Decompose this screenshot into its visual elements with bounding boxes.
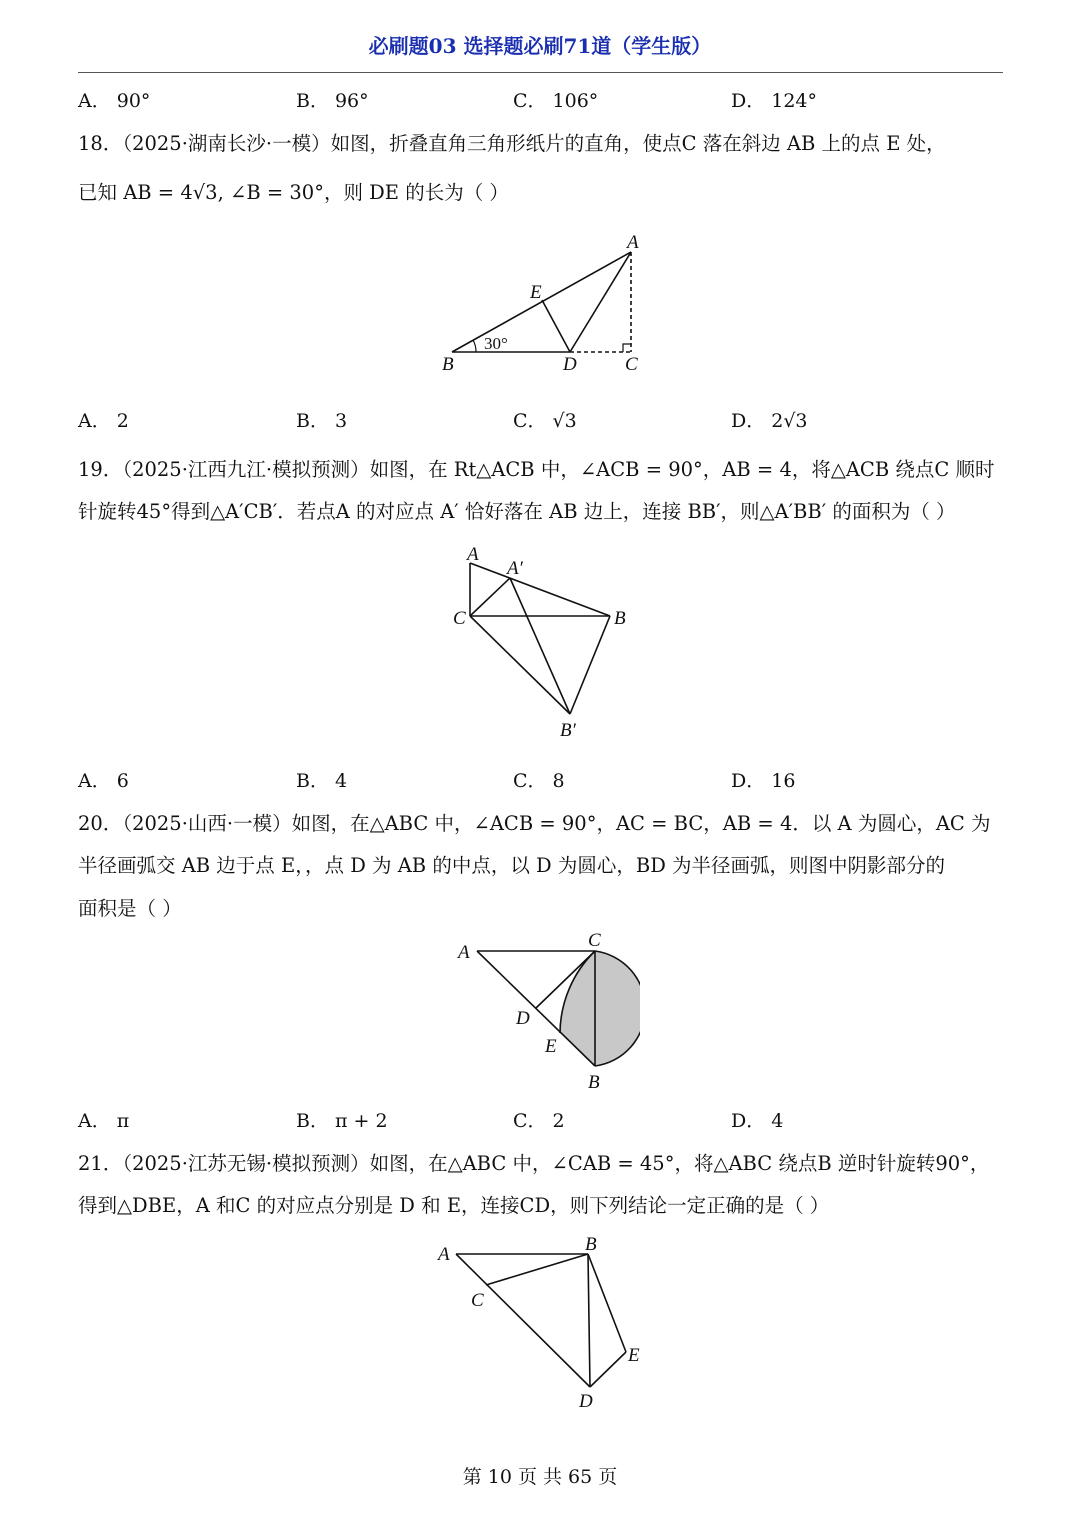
q18-option-c: C． √3 xyxy=(513,410,577,432)
q18-label-d: D xyxy=(563,354,577,375)
q19-segment-a1b1 xyxy=(510,578,570,714)
q20-figure xyxy=(450,926,640,1096)
q20-options xyxy=(78,1106,1003,1136)
q18-label-a: A xyxy=(627,232,639,253)
q18-right-angle-mark xyxy=(623,344,631,352)
header-divider xyxy=(78,72,1003,73)
q20-text-line3: 面积是（ ） xyxy=(78,897,182,920)
q19-option-a: A． 6 xyxy=(78,770,129,792)
q19-option-c: C． 8 xyxy=(513,770,565,792)
q18-label-c: C xyxy=(625,354,638,375)
q19-label-b: B xyxy=(614,608,626,629)
q21-label-c: C xyxy=(471,1290,484,1311)
q18-option-d: D． 2√3 xyxy=(731,410,808,432)
q17-option-d: D． 124° xyxy=(731,90,817,112)
q17-option-c: C． 106° xyxy=(513,90,599,112)
q21-label-d: D xyxy=(579,1391,593,1412)
q21-label-e: E xyxy=(628,1345,640,1366)
q20-option-c: C． 2 xyxy=(513,1110,565,1132)
q18-figure xyxy=(430,228,650,378)
q20-label-d: D xyxy=(516,1008,530,1029)
q20-option-a: A． π xyxy=(78,1110,130,1132)
page-header-title: 必刷题03 选择题必刷71道（学生版） xyxy=(368,34,712,58)
q21-segment-be xyxy=(588,1254,626,1352)
q21-segment-bd xyxy=(588,1254,590,1387)
q20-label-b: B xyxy=(588,1072,600,1093)
q20-label-c: C xyxy=(588,930,601,951)
q21-text-line2: 得到△DBE，A 和C 的对应点分别是 D 和 E，连接CD，则下列结论一定正确的是（ ） xyxy=(78,1194,830,1217)
q21-figure xyxy=(430,1232,650,1412)
q21-segment-ed xyxy=(590,1352,626,1387)
q19-segment-ca1 xyxy=(470,578,510,616)
q19-text-line1: 19．（2025·江西九江·模拟预测）如图，在 Rt△ACB 中，∠ACB = 90°，AB = 4，将△ACB 绕点C 顺时 xyxy=(78,458,995,481)
q17-option-b: B． 96° xyxy=(296,90,369,112)
q20-label-a: A xyxy=(458,942,470,963)
page-footer: 第 10 页 共 65 页 xyxy=(462,1466,618,1488)
q20-label-e: E xyxy=(545,1036,557,1057)
q17-options xyxy=(78,86,1003,116)
q18-label-e: E xyxy=(530,282,542,303)
q19-option-d: D． 16 xyxy=(731,770,796,792)
q18-options xyxy=(78,406,1003,436)
q21-segment-cb xyxy=(486,1254,588,1285)
q20-text-line1: 20．（2025·山西·一模）如图，在△ABC 中，∠ACB = 90°，AC = BC，AB = 4．以 A 为圆心，AC 为 xyxy=(78,812,991,835)
q18-label-b: B xyxy=(442,354,454,375)
q20-option-d: D． 4 xyxy=(731,1110,784,1132)
q19-label-b-prime: B′ xyxy=(560,720,576,741)
q21-text-line1: 21．（2025·江苏无锡·模拟预测）如图，在△ABC 中，∠CAB = 45°，将△ABC 绕点B 逆时针旋转90°， xyxy=(78,1152,990,1175)
q18-text-line1: 18．（2025·湖南长沙·一模）如图，折叠直角三角形纸片的直角，使点C 落在斜边 AB 上的点 E 处， xyxy=(78,132,946,155)
q18-option-b: B． 3 xyxy=(296,410,348,432)
q18-angle-label: 30° xyxy=(484,334,508,353)
q19-label-c: C xyxy=(453,608,466,629)
q19-label-a: A xyxy=(467,544,479,565)
q20-text-line2: 半径画弧交 AB 边于点 E，，点 D 为 AB 的中点，以 D 为圆心，BD 为半径画弧，则图中阴影部分的 xyxy=(78,854,946,877)
q19-option-b: B． 4 xyxy=(296,770,348,792)
q17-option-a: A． 90° xyxy=(78,90,151,112)
q20-shaded-region xyxy=(560,951,640,1066)
q20-option-b: B． π + 2 xyxy=(296,1110,388,1132)
q18-segment-ed xyxy=(542,300,570,352)
q21-label-b: B xyxy=(585,1234,597,1255)
q19-segment-ab xyxy=(470,563,610,616)
q19-segment-bb1 xyxy=(570,616,610,714)
q19-figure xyxy=(440,542,640,742)
q18-angle-arc xyxy=(473,340,476,352)
q19-label-a-prime: A′ xyxy=(507,558,523,579)
q18-option-a: A． 2 xyxy=(78,410,129,432)
q18-text-line2: 已知 AB = 4√3, ∠B = 30°，则 DE 的长为（ ） xyxy=(78,181,509,204)
q19-options xyxy=(78,766,1003,796)
q19-segment-cb1 xyxy=(470,616,570,714)
q18-segment-da xyxy=(570,252,631,352)
q21-label-a: A xyxy=(438,1244,450,1265)
q19-text-line2: 针旋转45°得到△A′CB′．若点A 的对应点 A′ 恰好落在 AB 边上，连接 BB′，则△A′BB′ 的面积为（ ） xyxy=(78,500,956,523)
